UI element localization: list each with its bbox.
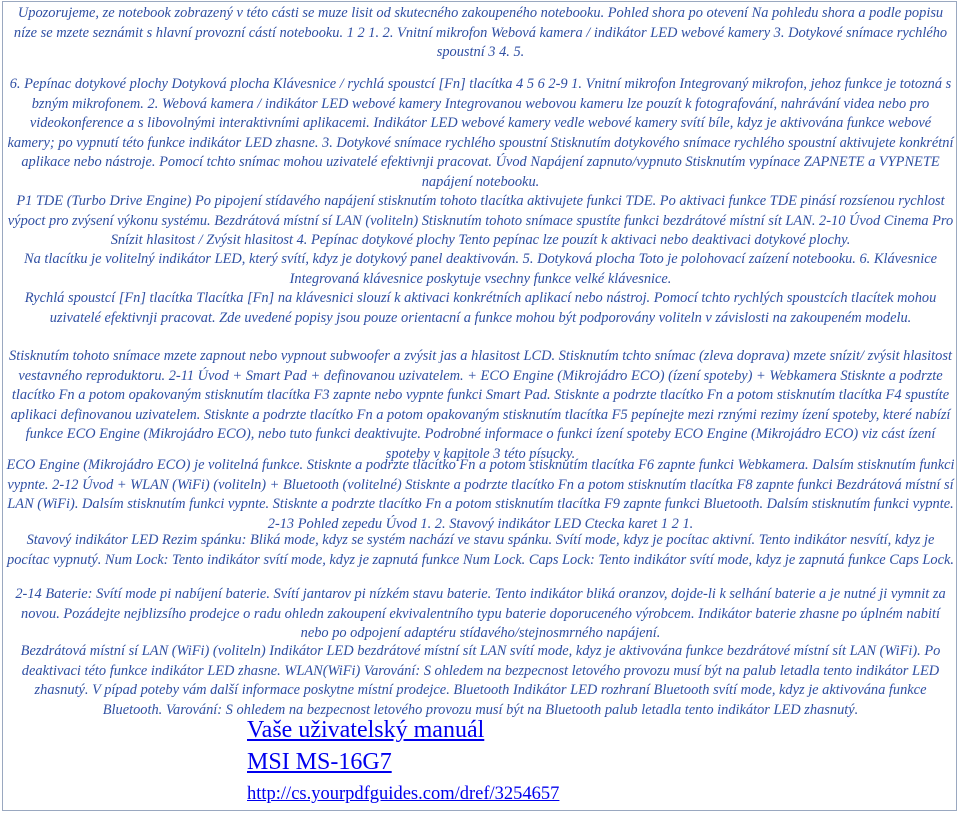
- paragraph-components: 6. Pepínac dotykové plochy Dotyková plocha Klávesnice / rychlá spoustcí [Fn] tlacítka 4 5 6 2-9 1. Vnitní mikrofon Integrovaný mikrofon, jehoz funkce je totozná s bzným mikrofonem. 2. Webová kamera / indikátor LED webové kamery Integrovanou webovou kameru lze pouzít k fotografování, nahrávání videa nebo pro videokonference a s libovolnými interaktivními aplikacemi. Indikátor LED webové kamery vedle webové kamery svítí bíle, kdyz je aktivována funkce webové kamery; po vypnutí této funkce indikátor LED zhasne. 3. Dotykové snímace rychlého spoustní Stisknutím dotykového snímace rychlého spoustní aktivujete konkrétní aplikace nebo nástroje. Pomocí tchto snímac mohou uzivatelé efektivnji pracovat. Úvod Napájení zapnuto/vypnuto Stisknutím vypínace ZAPNETE a VYPNETE napájení notebooku.: [7, 76, 954, 190]
- url-link[interactable]: http://cs.yourpdfguides.com/dref/3254657: [247, 784, 560, 804]
- paragraph-eco-engine: ECO Engine (Mikrojádro ECO) je volitelná funkce. Stisknte a podrzte tlacítko Fn a potom stisknutím tlacítka F6 zapnte funkci Webkamera. Dalsím stisknutím funkci vypnte. 2-12 Úvod + WLAN (WiFi) (voliteln) + Bluetooth (volitelné) Stisknte a podrzte tlacítko Fn a potom stisknutím tlacítka F8 zapnte funkci Bezdrátová místní sí LAN (WiFi). Dalsím stisknutím funkci vypnte. Stisknte a podrzte tlacítko Fn a potom stisknutím tlacítka F9 zapnte funkci Bluetooth. Dalsím stisknutím funkci vypnte. 2-13 Pohled zepedu Úvod 1. 2. Stavový indikátor LED Ctecka karet 1 2 1.: [6, 457, 955, 532]
- document-page: [2, 1, 957, 811]
- paragraph-quick-launch: Rychlá spoustcí [Fn] tlacítka Tlacítka [Fn] na klávesnici slouzí k aktivaci konkrétních aplikací nebo nástroj. Pomocí tchto rychlých spoustcích tlacítek mohou uzivatelé efektivnji pracovat. Zde uvedené popisy jsou pouze orientacní a funkce mohou být podporovány voliteln v závislosti na zakoupeném modelu.: [24, 290, 937, 326]
- paragraph-battery: 2-14 Baterie: Svítí mode pi nabíjení baterie. Svítí jantarov pi nízkém stavu baterie. Tento indikátor bliká oranzov, dojde-li k selhání baterie a je nutné ji vymnit za novou. Pozádejte nejblizsího prodejce o radu ohledn zakoupení ekvivalentního typu baterie doporuceného výrobcem. Indikátor baterie zhasne po úplném nabití nebo po odpojení adaptéru stídavého/stejnosmrného napájení.: [15, 586, 946, 641]
- paragraph-tde: P1 TDE (Turbo Drive Engine) Po pipojení stídavého napájení stisknutím tohoto tlacítka aktivujete funkci TDE. Po aktivaci funkce TDE pinásí rozsíenou rychlost výpoct pro zvýsení výkonu systému. Bezdrátová místní sí LAN (voliteln) Stisknutím tohoto snímace spustíte funkci bezdrátové místní sít LAN. 2-10 Úvod Cinema Pro Snízit hlasitost / Zvýsit hlasitost 4. Pepínac dotykové plochy Tento pepínac lze pouzít k aktivaci nebo deaktivaci dotykové plochy.: [7, 193, 954, 248]
- model-link[interactable]: MSI MS-16G7: [247, 749, 392, 775]
- manual-links: [247, 714, 559, 808]
- paragraph-status-led: Stavový indikátor LED Rezim spánku: Bliká mode, kdyz se systém nachází ve stavu spánku. Svítí mode, kdyz je pocítac aktivní. Tento indikátor nesvítí, kdyz je pocítac vypnutý. Num Lock: Tento indikátor svítí mode, kdyz je zapnutá funkce Num Lock. Caps Lock: Tento indikátor svítí mode, kdyz je zapnutá funkce Caps Lock.: [7, 532, 954, 568]
- paragraph-fn-keys: Stisknutím tohoto snímace mzete zapnout nebo vypnout subwoofer a zvýsit jas a hlasitost LCD. Stisknutím tchto snímac (zleva doprava) mzete snízit/ zvýsit hlasitost vestavného reproduktoru. 2-11 Úvod + Smart Pad + definovanou uzivatelem. + ECO Engine (Mikrojádro ECO) (ízení spoteby) + Webkamera Stisknte a podrzte tlacítko Fn a potom opakovaným stisknutím tlacítka F3 zapnte nebo vypnte funkci Smart Pad. Stisknte a podrzte tlacítko Fn a potom stisknutím tlacítka F4 spustíte aplikaci definovanou uzivatelem. Stisknte a podrzte tlacítko Fn a potom opakovaným stisknutím tlacítka F5 pepínejte mezi rznými rezimy ízení spoteby, které nabízí funkce ECO Engine (Mikrojádro ECO), nebo tuto funkci deaktivujte. Podrobné informace o funkci ízení spoteby ECO Engine (Mikrojádro ECO) viz cást ízení spoteby v kapitole 3 této písucky.: [9, 348, 952, 462]
- manual-link[interactable]: Vaše uživatelský manuál: [247, 717, 485, 743]
- paragraph-intro: Upozorujeme, ze notebook zobrazený v této cásti se muze lisit od skutecného zakoupeného notebooku. Pohled shora po otevení Na pohledu shora a podle popisu níze se mzete seznámit s hlavní provozní cástí notebooku. 1 2 1. 2. Vnitní mikrofon Webová kamera / indikátor LED webové kamery 3. Dotykové snímace rychlého spoustní 3 4. 5.: [13, 5, 948, 60]
- paragraph-touchpad: Na tlacítku je volitelný indikátor LED, který svítí, kdyz je dotykový panel deaktivován. 5. Dotyková plocha Toto je polohovací zaízení notebooku. 6. Klávesnice Integrovaná klávesnice poskytuje vsechny funkce velké klávesnice.: [23, 251, 938, 287]
- paragraph-wifi-bluetooth: Bezdrátová místní sí LAN (WiFi) (voliteln) Indikátor LED bezdrátové místní sít LAN svítí mode, kdyz je aktivována funkce bezdrátové místní sít LAN (WiFi). Po deaktivaci této funkce indikátor LED zhasne. WLAN(WiFi) Varování: S ohledem na bezpecnost letového provozu musí být na palub letadla tento indikátor LED zhasnutý. V pípad poteby vám další informace poskytne místní prodejce. Bluetooth Indikátor LED rozhraní Bluetooth svítí mode, kdyz je aktivována funkce Bluetooth. Varování: S ohledem na bezpecnost letového provozu musí být na Bluetooth palub letadla tento indikátor LED zhasnutý.: [20, 643, 941, 718]
